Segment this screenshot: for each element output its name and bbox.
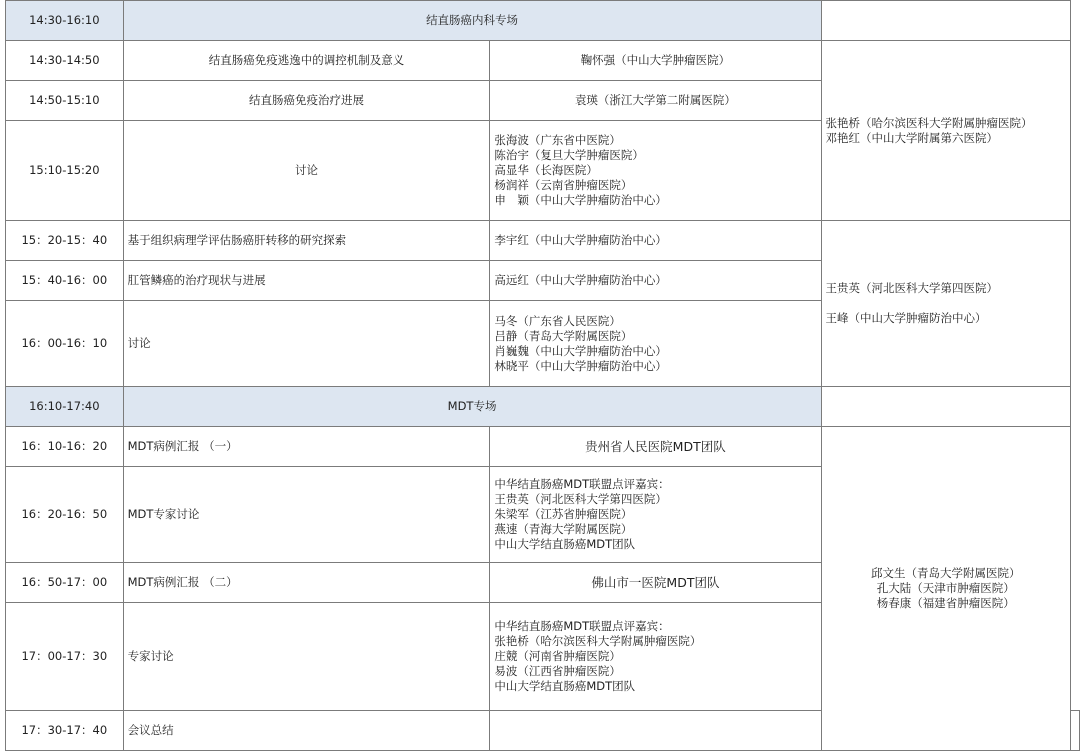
section2-header-blank xyxy=(821,387,1070,427)
speaker-line: 陈治宇（复旦大学肿瘤医院） xyxy=(494,148,644,162)
speaker-line: 庄競（河南省肿瘤医院） xyxy=(494,649,621,663)
chair-name: 王贵英（河北医科大学第四医院） xyxy=(825,281,999,295)
table-row xyxy=(6,427,1080,467)
row-time: 14:50-15:10 xyxy=(6,81,124,121)
speaker-line: 张海波（广东省中医院） xyxy=(494,133,621,147)
chair-name: 邓艳红（中山大学附属第六医院） xyxy=(825,130,999,145)
speaker-line: 肖巍魏（中山大学肿瘤防治中心） xyxy=(494,343,667,358)
row-topic: 结直肠癌免疫逃逸中的调控机制及意义 xyxy=(123,41,490,81)
speaker-line: 朱梁军（江苏省肿瘤医院） xyxy=(494,507,633,521)
row-speaker: 袁瑛（浙江大学第二附属医院） xyxy=(490,81,821,121)
row-time: 16：10-16：20 xyxy=(6,427,124,467)
row-topic: 结直肠癌免疫治疗进展 xyxy=(123,81,490,121)
chair-name: 杨春康（福建省肿瘤医院） xyxy=(876,596,1015,610)
speaker-line: 中华结直肠癌MDT联盟点评嘉宾： xyxy=(494,619,670,633)
speaker-line: 中华结直肠癌MDT联盟点评嘉宾： xyxy=(494,477,670,491)
row-topic: 基于组织病理学评估肠癌肝转移的研究探索 xyxy=(123,221,490,261)
row-time: 17：30-17：40 xyxy=(6,711,124,751)
chair-name: 张艳桥（哈尔滨医科大学附属肿瘤医院） xyxy=(825,115,1033,130)
row-time: 15：20-15：40 xyxy=(6,221,124,261)
row-speaker: 李宇红（中山大学肿瘤防治中心） xyxy=(490,221,821,261)
row-time: 16：50-17：00 xyxy=(6,563,124,603)
section1-header-blank xyxy=(821,1,1070,41)
row-topic: 讨论 xyxy=(123,301,490,387)
row-topic: MDT病例汇报 （二） xyxy=(123,563,490,603)
row-speaker: 贵州省人民医院MDT团队 xyxy=(490,427,821,467)
section2-title: MDT专场 xyxy=(123,387,821,427)
speaker-line: 吕静（青岛大学附属医院） xyxy=(494,328,633,343)
chair-name: 王峰（中山大学肿瘤防治中心） xyxy=(825,311,987,325)
speaker-line: 张艳桥（哈尔滨医科大学附属肿瘤医院） xyxy=(494,634,702,648)
schedule-table xyxy=(5,0,1080,751)
speaker-line: 申 颖（中山大学肿瘤防治中心） xyxy=(494,193,667,207)
row-topic: MDT病例汇报 （一） xyxy=(123,427,490,467)
row-time: 15：40-16：00 xyxy=(6,261,124,301)
speaker-line: 中山大学结直肠癌MDT团队 xyxy=(494,679,636,693)
speaker-line: 杨润祥（云南省肿瘤医院） xyxy=(494,178,633,192)
row-speakers xyxy=(490,467,821,563)
row-speakers xyxy=(490,121,821,221)
chairs-block-b xyxy=(821,221,1070,387)
chair-name: 孔大陆（天津市肿瘤医院） xyxy=(876,581,1015,595)
speaker-line: 马冬（广东省人民医院） xyxy=(494,313,621,328)
section2-time: 16:10-17:40 xyxy=(6,387,124,427)
row-time: 14:30-14:50 xyxy=(6,41,124,81)
row-topic: MDT专家讨论 xyxy=(123,467,490,563)
chairs-block-c xyxy=(821,427,1070,751)
speaker-line: 中山大学结直肠癌MDT团队 xyxy=(494,537,636,551)
row-speaker: 佛山市一医院MDT团队 xyxy=(490,563,821,603)
chairs-block-a xyxy=(821,41,1070,221)
row-topic: 讨论 xyxy=(123,121,490,221)
table-row xyxy=(6,221,1080,261)
row-speakers xyxy=(490,603,821,711)
table-row xyxy=(6,41,1080,81)
row-topic: 专家讨论 xyxy=(123,603,490,711)
speaker-line: 林晓平（中山大学肿瘤防治中心） xyxy=(494,358,667,373)
row-speaker: 高远红（中山大学肿瘤防治中心） xyxy=(490,261,821,301)
row-topic: 肛管鳞癌的治疗现状与进展 xyxy=(123,261,490,301)
chair-name: 邱文生（青岛大学附属医院） xyxy=(871,566,1021,580)
row-time: 15:10-15:20 xyxy=(6,121,124,221)
row-speakers xyxy=(490,301,821,387)
row-speaker xyxy=(490,711,821,751)
row-topic: 会议总结 xyxy=(123,711,490,751)
speaker-line: 易波（江西省肿瘤医院） xyxy=(494,664,621,678)
speaker-line: 高显华（长海医院） xyxy=(494,163,598,177)
row-speaker: 鞠怀强（中山大学肿瘤医院） xyxy=(490,41,821,81)
row-chair-blank xyxy=(1071,711,1080,751)
speaker-line: 王贵英（河北医科大学第四医院） xyxy=(494,492,667,506)
section1-time: 14:30-16:10 xyxy=(6,1,124,41)
row-time: 16：00-16：10 xyxy=(6,301,124,387)
section1-title: 结直肠癌内科专场 xyxy=(123,1,821,41)
row-time: 17：00-17：30 xyxy=(6,603,124,711)
row-time: 16：20-16：50 xyxy=(6,467,124,563)
speaker-line: 燕速（青海大学附属医院） xyxy=(494,522,633,536)
